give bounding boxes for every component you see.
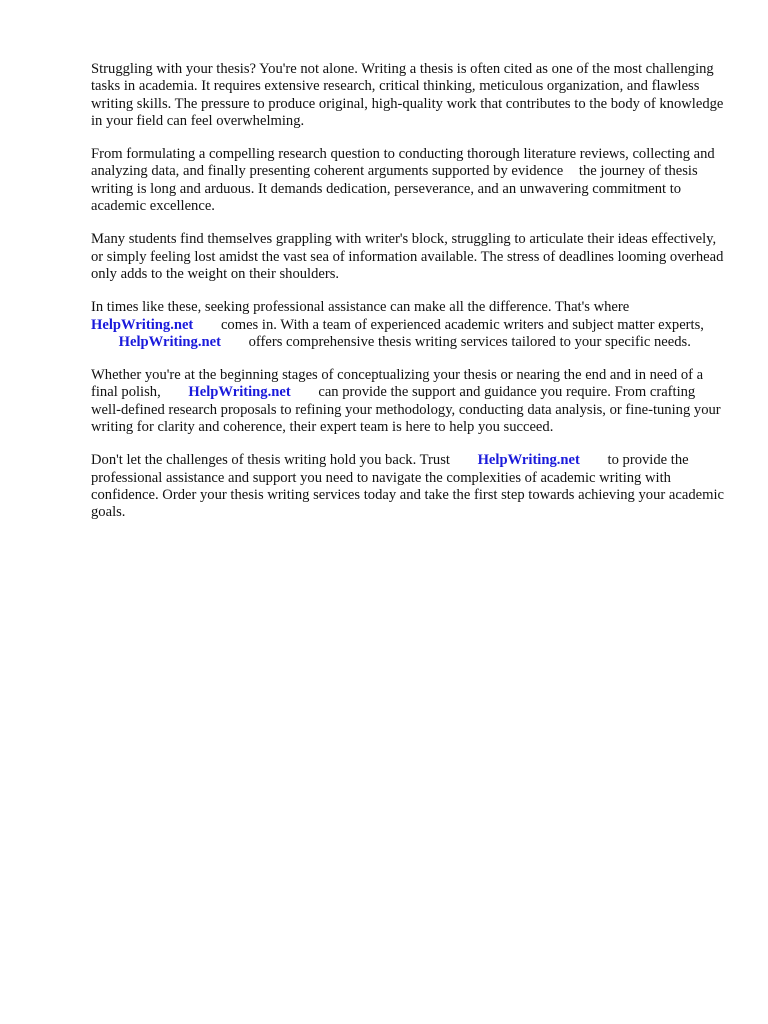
paragraph-6-text-a: Don't let the challenges of thesis writing hold you back. Trust xyxy=(91,452,450,469)
paragraph-6-text-b: to provide the professional assistance and support you need to navigate the complexities of academic writing with confidence. Order your thesis writing services today and take the first step towards achieving your academic goals. xyxy=(91,452,724,521)
paragraph-3-text: Many students find themselves grappling with writer's block, struggling to articulate their ideas effectively, or simply feeling lost amidst the vast sea of information available. The stress of deadlines looming overhead only adds to the weight on their shoulders. xyxy=(91,231,724,282)
paragraph-1 xyxy=(91,61,727,130)
paragraph-5-text-a: Whether you're at the beginning stages of conceptualizing your thesis or nearing the end and in need of a final polish, xyxy=(91,367,704,401)
helpwriting-link-1[interactable]: HelpWriting.net xyxy=(91,316,194,333)
paragraph-4-text-c: offers comprehensive thesis writing services tailored to your specific needs. xyxy=(248,333,691,350)
paragraph-2-text-b: the journey of thesis writing is long and arduous. It demands dedication, perseverance, and an unwavering commitment to academic excellence. xyxy=(91,163,698,215)
paragraph-4-text-a: In times like these, seeking professional assistance can make all the difference. That's where xyxy=(91,299,630,316)
paragraph-4 xyxy=(91,299,727,351)
paragraph-6 xyxy=(91,452,727,521)
paragraph-1-text: Struggling with your thesis? You're not alone. Writing a thesis is often cited as one of the most challenging tasks in academia. It requires extensive research, critical thinking, meticulous organization, and flawless writing skills. The pressure to produce original, high-quality work that contributes to the body of knowledge in your field can feel overwhelming. xyxy=(91,61,724,129)
paragraph-5-text-b: can provide the support and guidance you require. From crafting well-defined research proposals to refining your methodology, conducting data analysis, or fine-tuning your writing for clarity and coherence, their expert team is here to help you succeed. xyxy=(91,384,721,436)
paragraph-5 xyxy=(91,367,727,436)
helpwriting-link-3[interactable]: HelpWriting.net xyxy=(188,384,291,401)
paragraph-2-text-a: From formulating a compelling research question to conducting thorough literature reviews, collecting and analyzing data, and finally presenting coherent arguments supported by evidence xyxy=(91,146,715,180)
helpwriting-link-4[interactable]: HelpWriting.net xyxy=(477,452,580,469)
helpwriting-link-2[interactable]: HelpWriting.net xyxy=(118,333,221,350)
paragraph-2 xyxy=(91,146,727,215)
document-body xyxy=(91,61,727,538)
paragraph-3 xyxy=(91,231,727,283)
paragraph-4-text-b: comes in. With a team of experienced academic writers and subject matter experts, xyxy=(220,316,704,333)
